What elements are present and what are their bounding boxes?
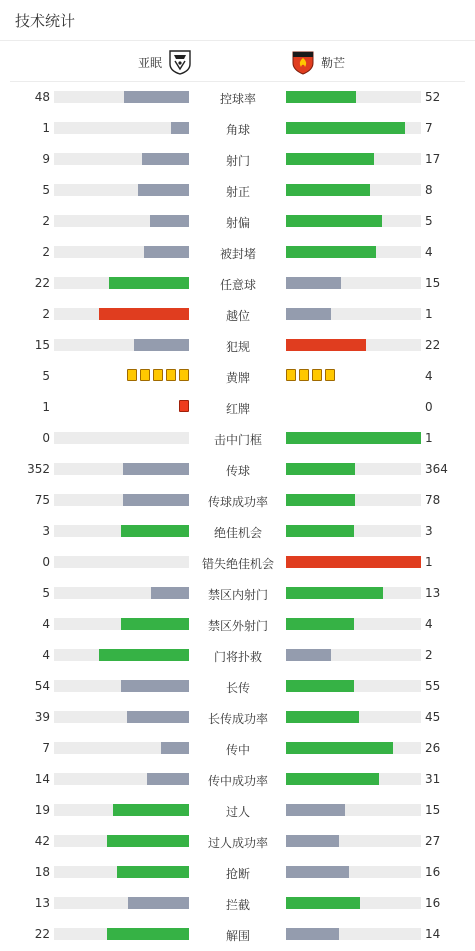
away-bar (286, 153, 374, 165)
away-bar-track (286, 463, 421, 475)
away-bar (286, 494, 355, 506)
home-bar (99, 308, 189, 320)
away-value: 7 (425, 121, 433, 135)
home-value: 4 (42, 648, 50, 662)
page-title: 技术统计 (15, 12, 76, 30)
home-bar-track (54, 432, 189, 444)
home-bar-track (54, 804, 189, 816)
away-bar-track (286, 556, 421, 568)
stat-label: 过人成功率 (207, 836, 268, 850)
home-bar-track (54, 122, 189, 134)
home-bar-track (54, 835, 189, 847)
yellow-card-icon (286, 369, 296, 381)
away-value: 364 (425, 462, 448, 476)
away-bar-track (286, 184, 421, 196)
home-bar (150, 215, 189, 227)
home-team-name: 亚眠 (138, 55, 163, 70)
stat-row (0, 176, 475, 207)
home-bar-track (54, 494, 189, 506)
away-value: 2 (425, 648, 433, 662)
home-bar-track (54, 680, 189, 692)
away-value: 14 (425, 927, 441, 941)
away-value: 16 (425, 865, 441, 879)
stat-label: 禁区内射门 (207, 588, 268, 602)
stat-label: 禁区外射门 (207, 619, 268, 633)
stat-label: 任意球 (219, 278, 256, 292)
home-bar-track (54, 618, 189, 630)
away-bar-track (286, 804, 421, 816)
home-value: 3 (42, 524, 50, 538)
away-bar (286, 308, 331, 320)
stat-label: 长传 (225, 681, 250, 695)
away-value: 8 (425, 183, 433, 197)
away-cards (286, 369, 335, 381)
stat-row (0, 362, 475, 393)
stat-label: 角球 (225, 123, 250, 137)
home-value: 7 (42, 741, 50, 755)
away-value: 16 (425, 896, 441, 910)
stat-label: 绝佳机会 (213, 526, 262, 540)
stat-label: 越位 (225, 309, 250, 323)
home-bar (124, 91, 189, 103)
away-bar (286, 339, 366, 351)
home-value: 18 (34, 865, 50, 879)
home-value: 22 (34, 927, 50, 941)
stat-row (0, 300, 475, 331)
away-value: 31 (425, 772, 441, 786)
home-value: 48 (34, 90, 50, 104)
home-value: 39 (34, 710, 50, 724)
home-value: 15 (34, 338, 50, 352)
home-bar (142, 153, 189, 165)
home-value: 352 (27, 462, 50, 476)
away-bar (286, 897, 360, 909)
away-value: 5 (425, 214, 433, 228)
away-bar-track (286, 742, 421, 754)
home-value: 19 (34, 803, 50, 817)
stat-label: 射门 (225, 154, 250, 168)
home-bar (99, 649, 189, 661)
stat-row (0, 145, 475, 176)
home-bar-track (54, 897, 189, 909)
away-value: 1 (425, 307, 433, 321)
stat-label: 犯规 (225, 340, 250, 354)
home-value: 5 (42, 586, 50, 600)
stat-label: 控球率 (219, 92, 256, 106)
home-bar (107, 835, 189, 847)
away-value: 45 (425, 710, 441, 724)
stat-row (0, 548, 475, 579)
home-bar-track (54, 556, 189, 568)
stat-label: 黄牌 (225, 371, 250, 385)
home-bar (123, 494, 189, 506)
away-value: 78 (425, 493, 441, 507)
stat-label: 抢断 (225, 867, 250, 881)
home-bar (134, 339, 189, 351)
stat-label: 传中成功率 (207, 774, 268, 788)
home-bar (151, 587, 189, 599)
away-bar (286, 215, 382, 227)
home-bar (109, 277, 189, 289)
home-bar (144, 246, 189, 258)
away-team[interactable] (291, 49, 345, 75)
home-bar-track (54, 246, 189, 258)
home-bar (121, 680, 189, 692)
away-value: 27 (425, 834, 441, 848)
home-value: 9 (42, 152, 50, 166)
away-bar (286, 742, 393, 754)
home-value: 42 (34, 834, 50, 848)
home-value: 5 (42, 369, 50, 383)
home-value: 2 (42, 307, 50, 321)
stat-row (0, 238, 475, 269)
stat-row (0, 579, 475, 610)
stat-row (0, 269, 475, 300)
home-value: 1 (42, 400, 50, 414)
home-bar-track (54, 773, 189, 785)
home-bar (128, 897, 189, 909)
stat-label: 拦截 (225, 898, 250, 912)
away-value: 15 (425, 803, 441, 817)
home-bar-track (54, 308, 189, 320)
red-card-icon (179, 400, 189, 412)
away-value: 17 (425, 152, 441, 166)
away-bar-track (286, 494, 421, 506)
away-bar-track (286, 339, 421, 351)
away-bar (286, 618, 354, 630)
away-value: 4 (425, 617, 433, 631)
away-bar (286, 463, 355, 475)
away-bar (286, 277, 341, 289)
stat-label: 长传成功率 (207, 712, 268, 726)
home-value: 13 (34, 896, 50, 910)
stat-label: 门将扑救 (213, 650, 262, 664)
home-bar (127, 711, 189, 723)
away-value: 52 (425, 90, 441, 104)
stats-list (0, 82, 475, 951)
home-bar (147, 773, 189, 785)
home-value: 75 (34, 493, 50, 507)
stat-label: 错失绝佳机会 (201, 557, 274, 571)
home-value: 0 (42, 431, 50, 445)
stat-label: 传球 (225, 464, 250, 478)
stat-row (0, 610, 475, 641)
stats-header (0, 0, 475, 41)
home-bar-track (54, 153, 189, 165)
away-value: 55 (425, 679, 441, 693)
stat-row (0, 889, 475, 920)
home-bar-track (54, 866, 189, 878)
away-bar (286, 680, 354, 692)
away-bar-track (286, 835, 421, 847)
stat-row (0, 796, 475, 827)
yellow-card-icon (325, 369, 335, 381)
away-value: 15 (425, 276, 441, 290)
away-bar-track (286, 246, 421, 258)
home-bar-track (54, 215, 189, 227)
home-team[interactable] (138, 49, 192, 75)
away-bar (286, 804, 345, 816)
stat-label: 被封堵 (219, 247, 256, 261)
home-bar-track (54, 928, 189, 940)
home-value: 5 (42, 183, 50, 197)
home-bar (121, 525, 189, 537)
yellow-card-icon (312, 369, 322, 381)
le-mans-crest-icon (291, 49, 315, 75)
away-bar (286, 835, 339, 847)
yellow-card-icon (127, 369, 137, 381)
away-bar-track (286, 432, 421, 444)
away-value: 22 (425, 338, 441, 352)
home-bar (138, 184, 189, 196)
away-bar-track (286, 711, 421, 723)
stat-row (0, 827, 475, 858)
away-bar-track (286, 122, 421, 134)
home-value: 0 (42, 555, 50, 569)
away-value: 1 (425, 555, 433, 569)
away-bar (286, 432, 421, 444)
stat-row (0, 734, 475, 765)
away-value: 13 (425, 586, 441, 600)
home-cards (179, 400, 189, 412)
away-bar-track (286, 215, 421, 227)
home-bar-track (54, 339, 189, 351)
yellow-card-icon (166, 369, 176, 381)
home-bar (117, 866, 189, 878)
home-bar-track (54, 463, 189, 475)
stat-row (0, 455, 475, 486)
stat-label: 射偏 (225, 216, 250, 230)
away-bar (286, 928, 339, 940)
home-bar (123, 463, 189, 475)
home-cards (127, 369, 189, 381)
home-value: 4 (42, 617, 50, 631)
stat-row (0, 703, 475, 734)
away-value: 3 (425, 524, 433, 538)
away-bar-track (286, 649, 421, 661)
home-bar-track (54, 525, 189, 537)
stat-row (0, 486, 475, 517)
home-bar (121, 618, 189, 630)
stat-label: 红牌 (225, 402, 250, 416)
away-bar-track (286, 153, 421, 165)
away-bar (286, 525, 354, 537)
away-value: 26 (425, 741, 441, 755)
home-value: 1 (42, 121, 50, 135)
stat-row (0, 517, 475, 548)
away-bar (286, 556, 421, 568)
away-bar (286, 184, 370, 196)
home-value: 2 (42, 245, 50, 259)
stat-label: 击中门框 (213, 433, 262, 447)
away-bar-track (286, 587, 421, 599)
stat-label: 射正 (225, 185, 250, 199)
stat-row (0, 672, 475, 703)
stat-row (0, 393, 475, 424)
stat-label: 解围 (225, 929, 250, 943)
stat-row (0, 765, 475, 796)
away-bar (286, 866, 349, 878)
away-bar (286, 587, 383, 599)
away-bar-track (286, 897, 421, 909)
home-bar-track (54, 742, 189, 754)
home-value: 2 (42, 214, 50, 228)
yellow-card-icon (179, 369, 189, 381)
home-bar-track (54, 711, 189, 723)
stat-row (0, 331, 475, 362)
stat-label: 传中 (225, 743, 250, 757)
yellow-card-icon (140, 369, 150, 381)
away-bar-track (286, 525, 421, 537)
stat-label: 传球成功率 (207, 495, 268, 509)
away-team-name: 勒芒 (321, 55, 346, 70)
away-bar-track (286, 91, 421, 103)
home-bar-track (54, 277, 189, 289)
away-bar (286, 246, 376, 258)
away-bar-track (286, 928, 421, 940)
away-bar-track (286, 866, 421, 878)
away-bar-track (286, 277, 421, 289)
away-value: 0 (425, 400, 433, 414)
away-bar-track (286, 618, 421, 630)
away-value: 4 (425, 369, 433, 383)
away-bar-track (286, 308, 421, 320)
home-value: 22 (34, 276, 50, 290)
home-bar-track (54, 184, 189, 196)
away-bar-track (286, 773, 421, 785)
amiens-crest-icon (168, 49, 192, 75)
yellow-card-icon (299, 369, 309, 381)
away-bar (286, 649, 331, 661)
away-bar (286, 711, 359, 723)
home-value: 14 (34, 772, 50, 786)
stat-row (0, 207, 475, 238)
home-value: 54 (34, 679, 50, 693)
stat-row (0, 424, 475, 455)
home-bar-track (54, 649, 189, 661)
stat-row (0, 858, 475, 889)
away-bar-track (286, 680, 421, 692)
stat-row (0, 920, 475, 951)
home-bar-track (54, 587, 189, 599)
home-bar (161, 742, 189, 754)
away-value: 1 (425, 431, 433, 445)
yellow-card-icon (153, 369, 163, 381)
away-bar (286, 91, 356, 103)
away-bar (286, 122, 405, 134)
home-bar (107, 928, 189, 940)
teams-row (10, 41, 465, 82)
home-bar-track (54, 91, 189, 103)
stat-row (0, 83, 475, 114)
away-bar (286, 773, 379, 785)
away-value: 4 (425, 245, 433, 259)
stat-label: 过人 (225, 805, 250, 819)
home-bar (113, 804, 189, 816)
home-bar (171, 122, 189, 134)
stat-row (0, 114, 475, 145)
stat-row (0, 641, 475, 672)
